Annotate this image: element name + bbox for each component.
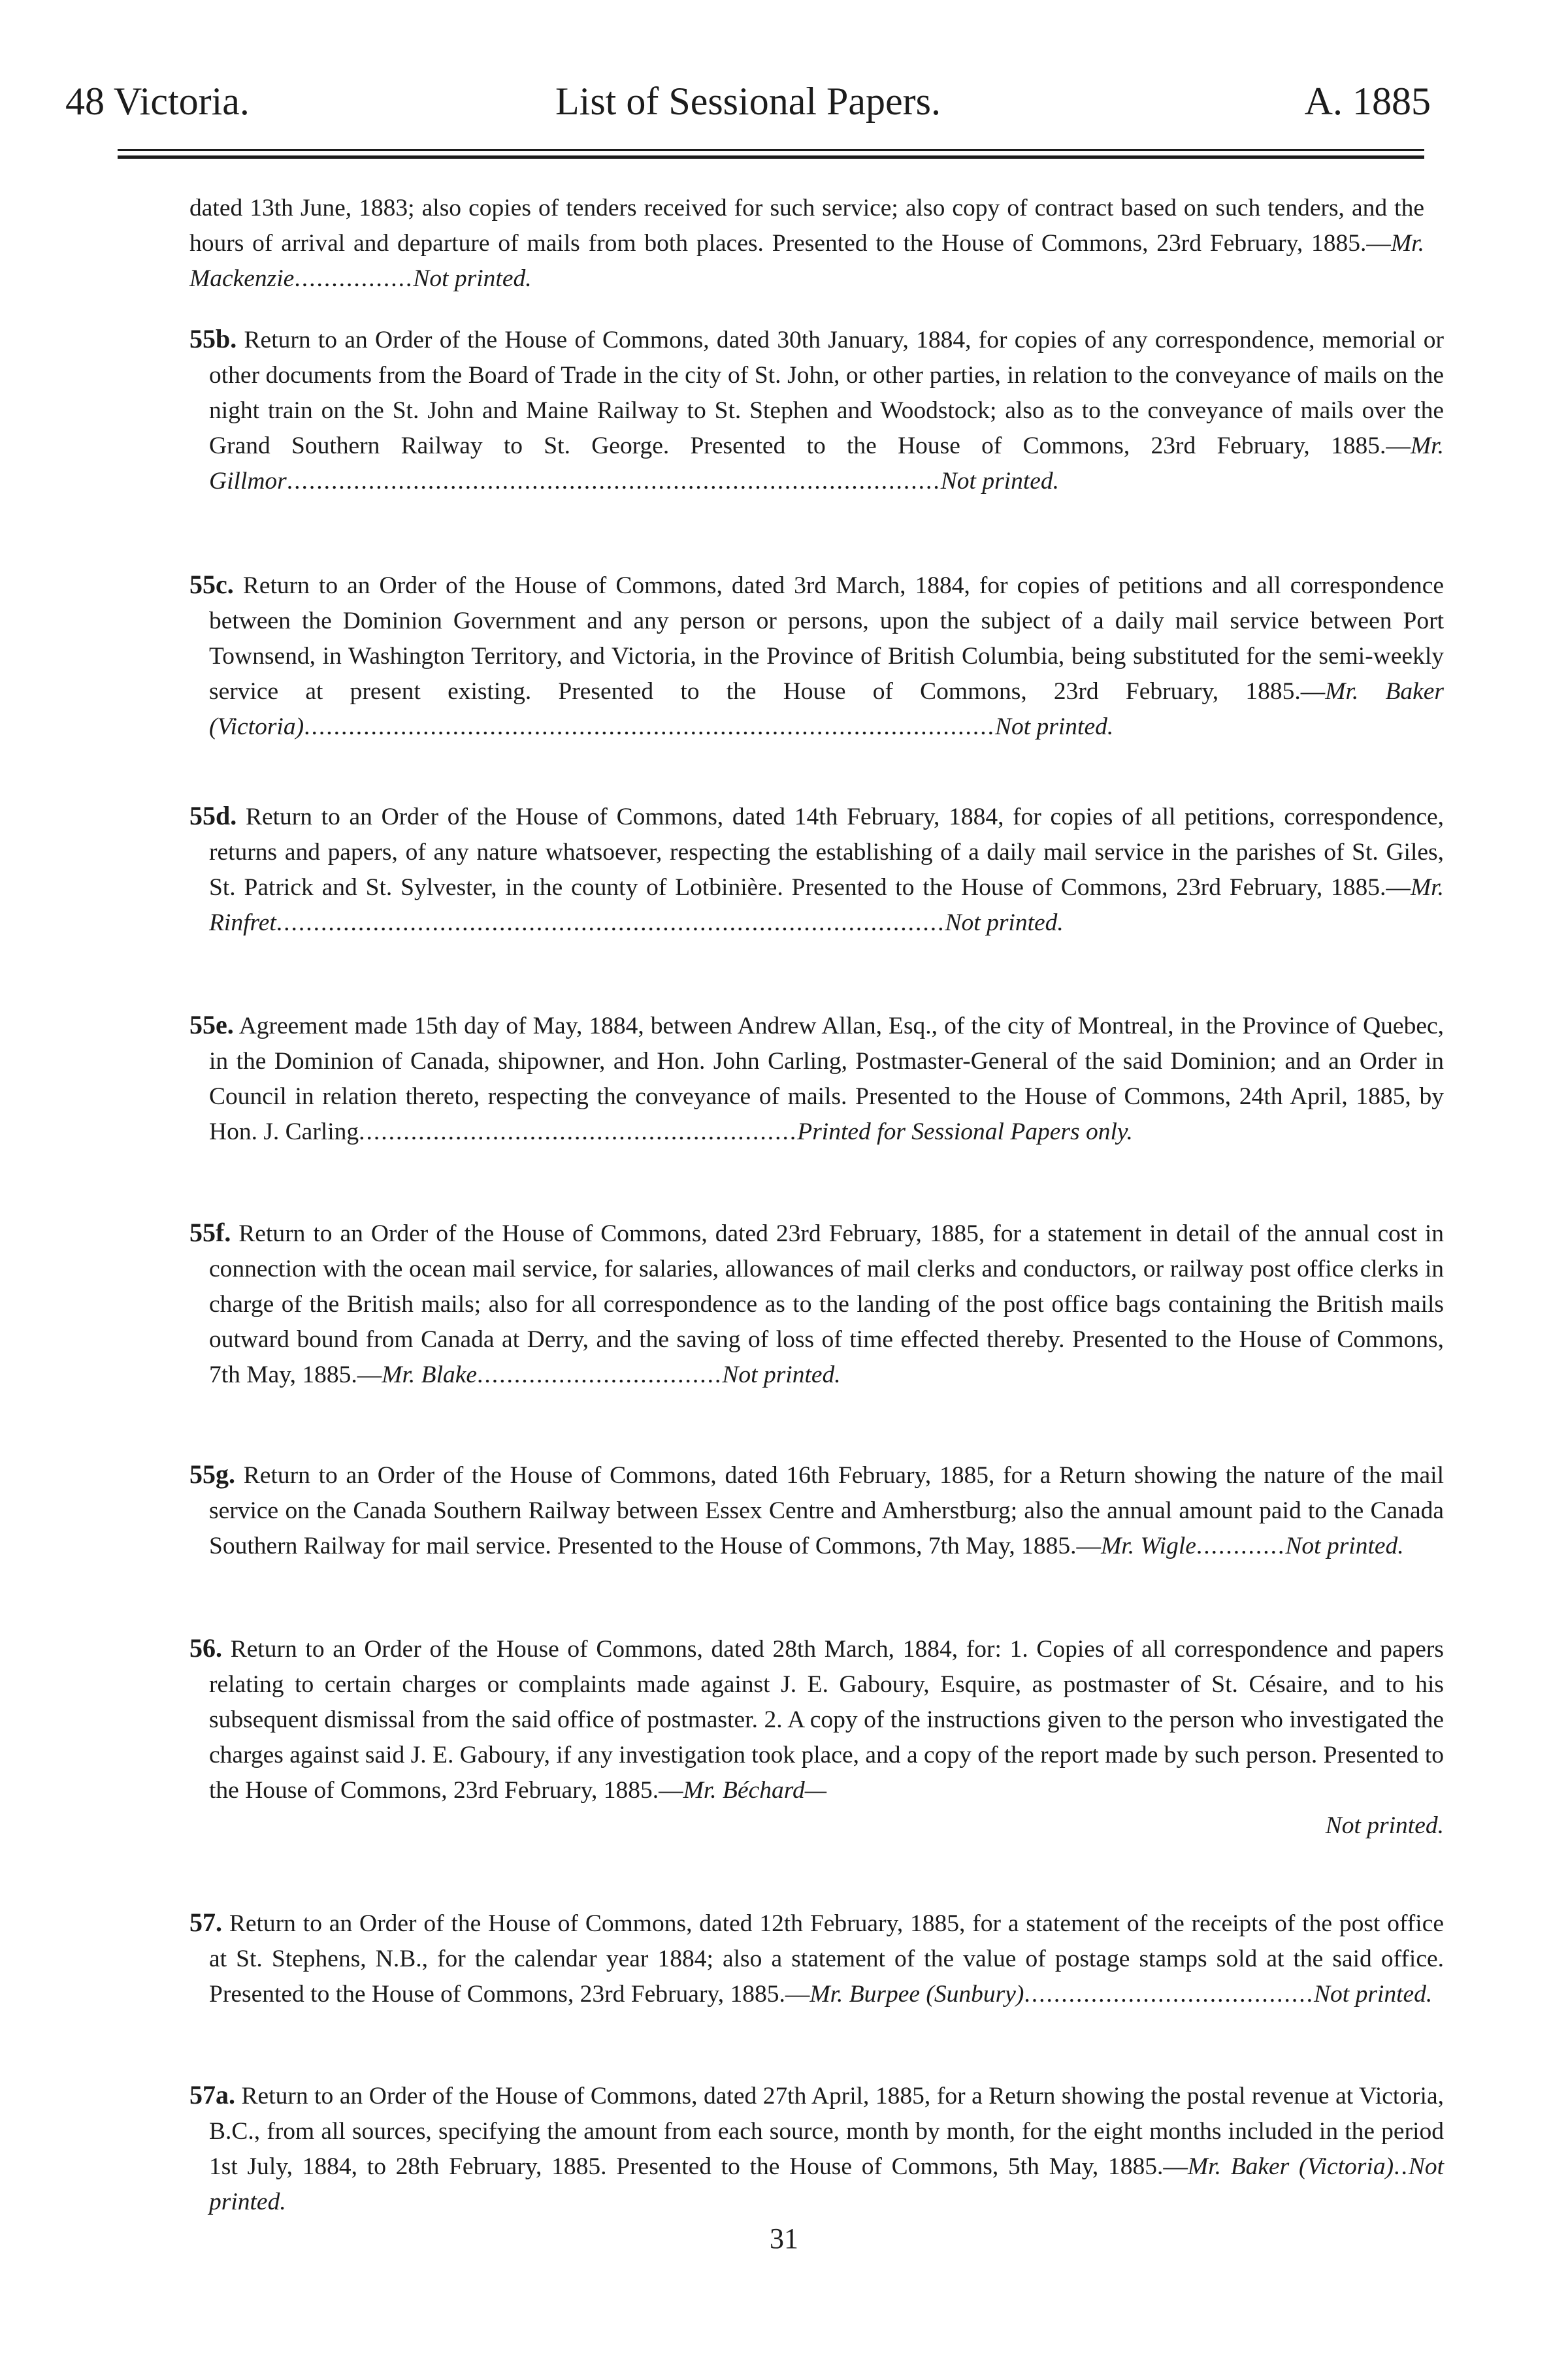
entry-member: Mr. Béchard— <box>683 1777 827 1804</box>
entry-member: Mr. Mackenzie <box>189 230 1424 292</box>
entry-status: Not printed. <box>945 909 1064 936</box>
entry-text: Return to an Order of the House of Commons, dated 28th March, 1884, for: 1. Copies of all correspondence and papers relating to certain charges or complaints made against J. E. Gaboury, Esquire, as postmaster of St. Césaire, and to his subsequent dismissal from the said office of postmaster. 2. A copy of the instructions given to the person who investigated the charges against said J. E. Gaboury, if any investigation took place, and a copy of the report made by such person. Presented to the House of Commons, 23rd February, 1885.— <box>209 1636 1444 1804</box>
entry-text: Return to an Order of the House of Commons, dated 12th February, 1885, for a statement of the receipts of the post office at St. Stephens, N.B., for the calendar year 1884; also a statement of the value of postage stamps sold at the said office. Presented to the House of Commons, 23rd February, 1885.— <box>209 1910 1445 2008</box>
entry-member: Mr. Wigle <box>1101 1533 1196 1559</box>
entry-status: Printed for Sessional Papers only. <box>797 1118 1133 1145</box>
entry-number: 55g. <box>189 1459 235 1489</box>
entry-status: Not printed. <box>413 265 532 292</box>
entry-member: Mr. Baker (Victoria) <box>1187 2153 1394 2180</box>
entry-member: Mr. Blake <box>382 1361 478 1388</box>
entry-continued: dated 13th June, 1883; also copies of tenders received for such service; also copy of contract based on such tenders, and the hours of arrival and departure of mails from both places. Presented to the House of Commons, 23rd February, 1885.—Mr. Mackenzie................Not printed. <box>189 195 1424 292</box>
entry-number: 55c. <box>189 570 234 599</box>
entry-member: Mr. Baker (Victoria) <box>209 678 1444 740</box>
folio-number: 31 <box>770 2223 798 2255</box>
entry-text: Return to an Order of the House of Commons, dated 23rd February, 1885, for a statement in detail of the annual cost in connection with the ocean mail service, for salaries, allowances of mail clerks and conductors, or railway post office clerks in charge of the British mails; also for all correspondence as to the landing of the post office bags containing the British mails outward bound from Canada at Derry, and the saving of loss of time effected thereby. Presented to the House of Commons, 7th May, 1885.— <box>209 1220 1444 1388</box>
page-header <box>65 72 1431 131</box>
entry-text: Return to an Order of the House of Commons, dated 14th February, 1884, for copies of all petitions, correspondence, returns and papers, of any nature whatsoever, respecting the establishing of a daily mail service in the parishes of St. Giles, St. Patrick and St. Sylvester, in the county of Lotbinière. Presented to the House of Commons, 23rd February, 1885.— <box>209 804 1445 901</box>
entry-member: Mr. Rinfret <box>209 874 1444 936</box>
entry-status: Not printed. <box>994 713 1114 740</box>
entry-number: 57a. <box>189 2080 235 2109</box>
entry-status: Not printed. <box>722 1361 841 1388</box>
header-title: List of Sessional Papers. <box>555 80 941 123</box>
entry-status: Not printed. <box>209 2153 1444 2215</box>
entry-56 <box>189 1631 1444 1844</box>
entry-status: Not printed. <box>940 468 1060 495</box>
entry-text: Return to an Order of the House of Commons, dated 27th April, 1885, for a Return showing the postal revenue at Victoria, B.C., from all sources, specifying the amount from each source, month by month, for the eight months included in the period 1st July, 1884, to 28th February, 1885. Presented to the House of Commons, 5th May, 1885.— <box>209 2083 1444 2180</box>
entry-number: 57. <box>189 1908 222 1937</box>
entry-55e: 55e. Agreement made 15th day of May, 1884, between Andrew Allan, Esq., of the city of Montreal, in the Province of Quebec, in the Dominion of Canada, shipowner, and Hon. John Carling, Postmaster-General of the said Dominion; and an Order in Council in relation thereto, respecting the conveyance of mails. Presented to the House of Commons, 24th April, 1885, by Hon. J. Carling...........................................................Printed for Sessional Papers only. <box>189 1010 1444 1145</box>
header-rule-thin <box>118 149 1424 151</box>
entry-text: Return to an Order of the House of Commons, dated 16th February, 1885, for a Return showing the nature of the mail service on the Canada Southern Railway between Essex Centre and Amherstburg; also the annual amount paid to the Canada Southern Railway for mail service. Presented to the House of Commons, 7th May, 1885.— <box>209 1462 1444 1559</box>
entry-text: Agreement made 15th day of May, 1884, between Andrew Allan, Esq., of the city of Montreal, in the Province of Quebec, in the Dominion of Canada, shipowner, and Hon. John Carling, Postmaster-General of the said Dominion; and an Order in Council in relation thereto, respecting the conveyance of mails. Presented to the House of Commons, 24th April, 1885, by Hon. J. Carling <box>209 1013 1444 1145</box>
entry-55c: 55c. Return to an Order of the House of Commons, dated 3rd March, 1884, for copies of petitions and all correspondence between the Dominion Government and any person or persons, upon the subject of a daily mail service between Port Townsend, in Washington Territory, and Victoria, in the Province of British Columbia, being substituted for the semi-weekly service at present existing. Presented to the House of Commons, 23rd February, 1885.—Mr. Baker (Victoria).............................................................................................Not printed. <box>189 570 1444 740</box>
entry-number: 56. <box>189 1633 222 1663</box>
entry-member: Mr. Burpee (Sunbury) <box>809 1981 1024 2008</box>
entry-status: Not printed. <box>1325 1812 1444 1839</box>
entry-status: Not printed. <box>1314 1981 1433 2008</box>
entry-number: 55d. <box>189 801 237 830</box>
entry-text: Return to an Order of the House of Commons, dated 3rd March, 1884, for copies of petitions and all correspondence between the Dominion Government and any person or persons, upon the subject of a daily mail service between Port Townsend, in Washington Territory, and Victoria, in the Province of British Columbia, being substituted for the semi-weekly service at present existing. Presented to the House of Commons, 23rd February, 1885.— <box>209 572 1444 705</box>
entry-55b: 55b. Return to an Order of the House of Commons, dated 30th January, 1884, for copies of any correspondence, memorial or other documents from the Board of Trade in the city of St. John, or other parties, in relation to the conveyance of mails on the night train on the St. John and Maine Railway to St. Stephen and Woodstock; also as to the conveyance of mails over the Grand Southern Railway to St. George. Presented to the House of Commons, 23rd February, 1885.—Mr. Gillmor........................................................................................Not printed. <box>189 324 1445 495</box>
entry-member: Mr. Gillmor <box>209 432 1444 495</box>
entry-text: Return to an Order of the House of Commons, dated 30th January, 1884, for copies of any correspondence, memorial or other documents from the Board of Trade in the city of St. John, or other parties, in relation to the conveyance of mails on the night train on the St. John and Maine Railway to St. Stephen and Woodstock; also as to the conveyance of mails over the Grand Southern Railway to St. George. Presented to the House of Commons, 23rd February, 1885.— <box>209 327 1445 459</box>
entry-number: 55e. <box>189 1010 234 1039</box>
entry-text: dated 13th June, 1883; also copies of tenders received for such service; also copy of contract based on such tenders, and the hours of arrival and departure of mails from both places. Presented to the House of Commons, 23rd February, 1885.— <box>189 195 1424 257</box>
entry-number: 55b. <box>189 324 237 353</box>
entry-55g: 55g. Return to an Order of the House of Commons, dated 16th February, 1885, for a Return showing the nature of the mail service on the Canada Southern Railway between Essex Centre and Amherstburg; also the annual amount paid to the Canada Southern Railway for mail service. Presented to the House of Commons, 7th May, 1885.—Mr. Wigle............Not printed. <box>189 1459 1444 1559</box>
entry-55f: 55f. Return to an Order of the House of Commons, dated 23rd February, 1885, for a statement in detail of the annual cost in connection with the ocean mail service, for salaries, allowances of mail clerks and conductors, or railway post office clerks in charge of the British mails; also for all correspondence as to the landing of the post office bags containing the British mails outward bound from Canada at Derry, and the saving of loss of time effected thereby. Presented to the House of Commons, 7th May, 1885.—Mr. Blake.................................Not printed. <box>189 1218 1444 1388</box>
header-page-number: 48 Victoria. <box>65 80 250 123</box>
entry-number: 55f. <box>189 1218 231 1247</box>
entry-55d: 55d. Return to an Order of the House of Commons, dated 14th February, 1884, for copies of all petitions, correspondence, returns and papers, of any nature whatsoever, respecting the establishing of a daily mail service in the parishes of St. Giles, St. Patrick and St. Sylvester, in the county of Lotbinière. Presented to the House of Commons, 23rd February, 1885.—Mr. Rinfret..........................................................................................Not printed. <box>189 801 1445 936</box>
entry-57a: 57a. Return to an Order of the House of Commons, dated 27th April, 1885, for a Return showing the postal revenue at Victoria, B.C., from all sources, specifying the amount from each source, month by month, for the eight months included in the period 1st July, 1884, to 28th February, 1885. Presented to the House of Commons, 5th May, 1885.—Mr. Baker (Victoria)..Not printed. <box>189 2080 1444 2215</box>
entry-57: 57. Return to an Order of the House of Commons, dated 12th February, 1885, for a statement of the receipts of the post office at St. Stephens, N.B., for the calendar year 1884; also a statement of the value of postage stamps sold at the said office. Presented to the House of Commons, 23rd February, 1885.—Mr. Burpee (Sunbury).......................................Not printed. <box>189 1908 1445 2008</box>
header-year: A. 1885 <box>1304 80 1431 123</box>
entry-status: Not printed. <box>1285 1533 1404 1559</box>
header-rule-thick <box>118 155 1424 159</box>
